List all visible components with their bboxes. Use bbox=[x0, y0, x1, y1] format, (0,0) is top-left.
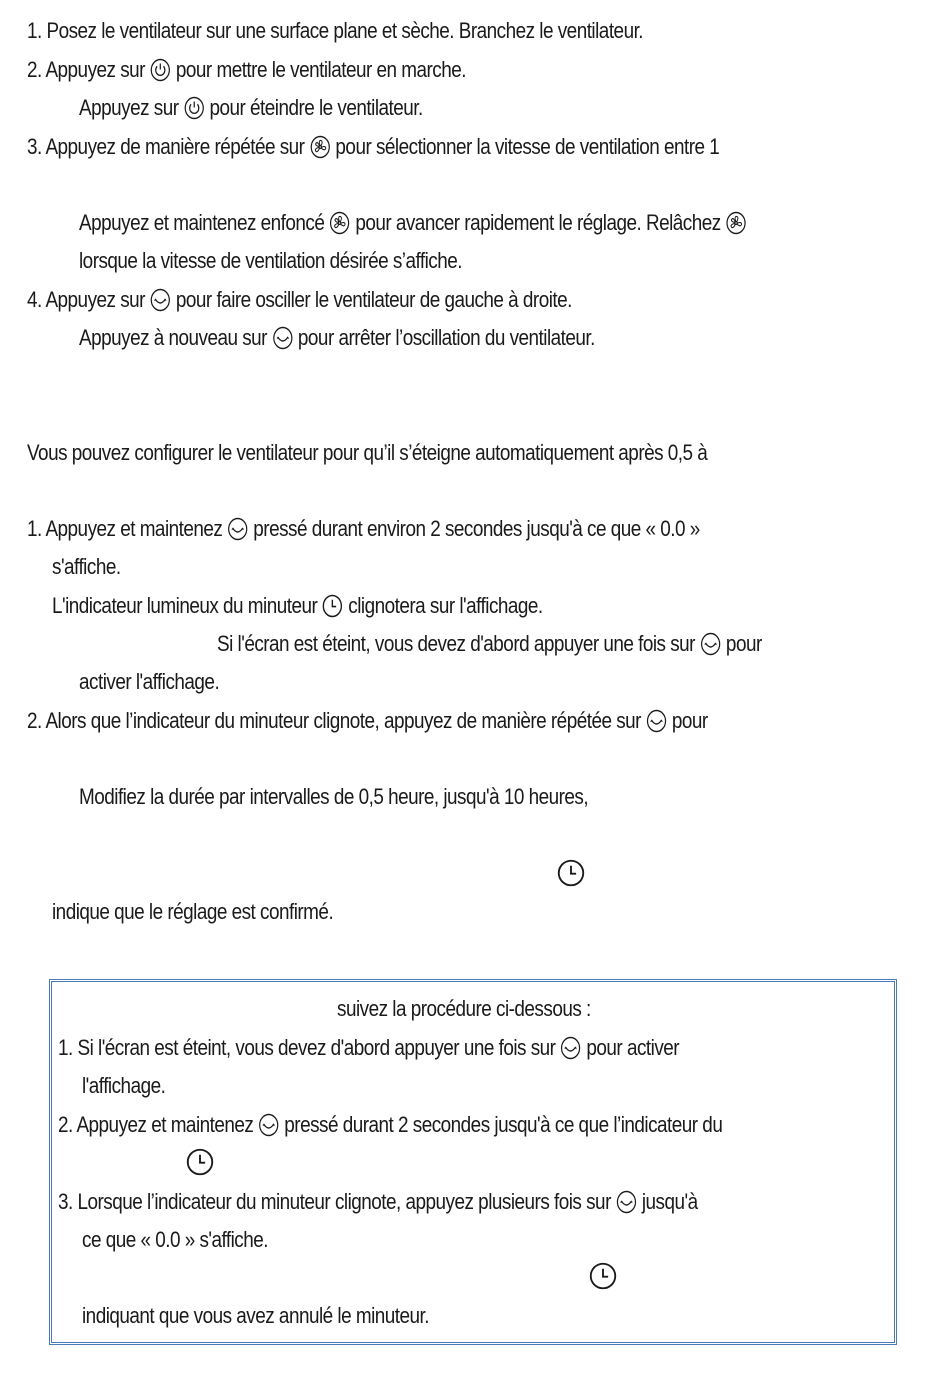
cancel-step-1-text-b: pour activer bbox=[586, 1035, 680, 1060]
timer-interval-line: Modifiez la durée par intervalles de 0,5 heure, jusqu'à 10 heures, bbox=[79, 784, 589, 809]
oscillate-icon bbox=[561, 1036, 582, 1060]
step-3-line bbox=[27, 132, 719, 162]
step-2-off-text: Appuyez sur bbox=[79, 95, 179, 120]
step-1-line: 1. Posez le ventilateur sur une surface plane et sèche. Branchez le ventilateur. bbox=[27, 18, 644, 43]
step-4-text-b: pour faire osciller le ventilateur de gauche à droite. bbox=[175, 287, 572, 312]
timer-indicator-line bbox=[52, 591, 543, 621]
step-3-hold-text: Appuyez et maintenez enfoncé bbox=[79, 210, 325, 235]
step-2-line bbox=[27, 55, 466, 85]
step-4-text: 4. Appuyez sur bbox=[27, 287, 145, 312]
fan-speed-icon bbox=[726, 211, 747, 235]
cancel-heading: suivez la procédure ci-dessous : bbox=[337, 996, 591, 1021]
timer-step-2-line bbox=[27, 706, 708, 736]
timer-step-1-text-b: pressé durant environ 2 secondes jusqu'à ce que « 0.0 » bbox=[253, 516, 700, 541]
cancel-step-3-cont: ce que « 0.0 » s'affiche. bbox=[82, 1227, 269, 1252]
timer-screen-off-line bbox=[217, 629, 762, 659]
step-4-stop-text-b: pour arrêter l’oscillation du ventilateur. bbox=[297, 325, 595, 350]
cancel-step-3-text-b: jusqu'à bbox=[641, 1189, 698, 1214]
timer-clock-icon bbox=[322, 594, 343, 618]
oscillate-icon bbox=[228, 517, 249, 541]
oscillate-icon bbox=[150, 288, 171, 312]
timer-step-1-text: 1. Appuyez et maintenez bbox=[27, 516, 223, 541]
step-4-stop-text: Appuyez à nouveau sur bbox=[79, 325, 267, 350]
cancel-step-3-text: 3. Lorsque l’indicateur du minuteur clignote, appuyez plusieurs fois sur bbox=[58, 1189, 611, 1214]
step-3-text-b: pour sélectionner la vitesse de ventilation entre 1 bbox=[335, 134, 720, 159]
oscillate-icon bbox=[700, 632, 721, 656]
timer-step-1-cont: s'affiche. bbox=[52, 554, 121, 579]
step-2-text: 2. Appuyez sur bbox=[27, 57, 145, 82]
timer-activate-line: activer l'affichage. bbox=[79, 669, 220, 694]
cancel-confirm-line: indiquant que vous avez annulé le minuteur. bbox=[82, 1303, 430, 1328]
cancel-step-1-line bbox=[58, 1033, 679, 1063]
timer-indicator-text-b: clignotera sur l'affichage. bbox=[348, 593, 543, 618]
step-3-hold-text-b: pour avancer rapidement le réglage. Relâchez bbox=[355, 210, 721, 235]
oscillate-icon bbox=[646, 709, 667, 733]
fan-speed-icon bbox=[310, 135, 331, 159]
timer-intro: Vous pouvez configurer le ventilateur pour qu’il s’éteigne automatiquement après 0,5 à bbox=[27, 440, 708, 465]
timer-indicator-text: L'indicateur lumineux du minuteur bbox=[52, 593, 318, 618]
timer-step-2-text-b: pour bbox=[671, 708, 708, 733]
step-4-stop-line bbox=[79, 323, 595, 353]
timer-step-1-line bbox=[27, 514, 700, 544]
oscillate-icon bbox=[616, 1190, 637, 1214]
step-4-line bbox=[27, 285, 572, 315]
step-2-text-b: pour mettre le ventilateur en marche. bbox=[175, 57, 466, 82]
cancel-step-2-text: 2. Appuyez et maintenez bbox=[58, 1112, 254, 1137]
step-3-hold-line bbox=[79, 208, 752, 238]
step-3-release-line: lorsque la vitesse de ventilation désirée s’affiche. bbox=[79, 248, 462, 273]
cancel-step-3-line bbox=[58, 1187, 698, 1217]
step-2-off-text-b: pour éteindre le ventilateur. bbox=[209, 95, 423, 120]
timer-screen-off-text: Si l'écran est éteint, vous devez d'abord appuyer une fois sur bbox=[217, 631, 695, 656]
timer-clock-icon bbox=[589, 1262, 617, 1290]
cancel-step-2-line bbox=[58, 1110, 722, 1140]
oscillate-icon bbox=[259, 1113, 280, 1137]
timer-clock-icon bbox=[186, 1148, 214, 1176]
cancel-step-1-text: 1. Si l'écran est éteint, vous devez d'abord appuyer une fois sur bbox=[58, 1035, 556, 1060]
step-3-text: 3. Appuyez de manière répétée sur bbox=[27, 134, 305, 159]
timer-clock-icon bbox=[557, 859, 585, 887]
timer-screen-off-text-b: pour bbox=[725, 631, 762, 656]
power-icon bbox=[184, 96, 205, 120]
cancel-step-2-text-b: pressé durant 2 secondes jusqu'à ce que l’indicateur du bbox=[284, 1112, 723, 1137]
fan-speed-icon bbox=[330, 211, 351, 235]
power-icon bbox=[150, 58, 171, 82]
step-2-off-line bbox=[79, 93, 423, 123]
timer-step-2-text: 2. Alors que l’indicateur du minuteur clignote, appuyez de manière répétée sur bbox=[27, 708, 641, 733]
oscillate-icon bbox=[272, 326, 293, 350]
cancel-step-1-cont: l'affichage. bbox=[82, 1073, 166, 1098]
timer-confirm-line: indique que le réglage est confirmé. bbox=[52, 899, 334, 924]
